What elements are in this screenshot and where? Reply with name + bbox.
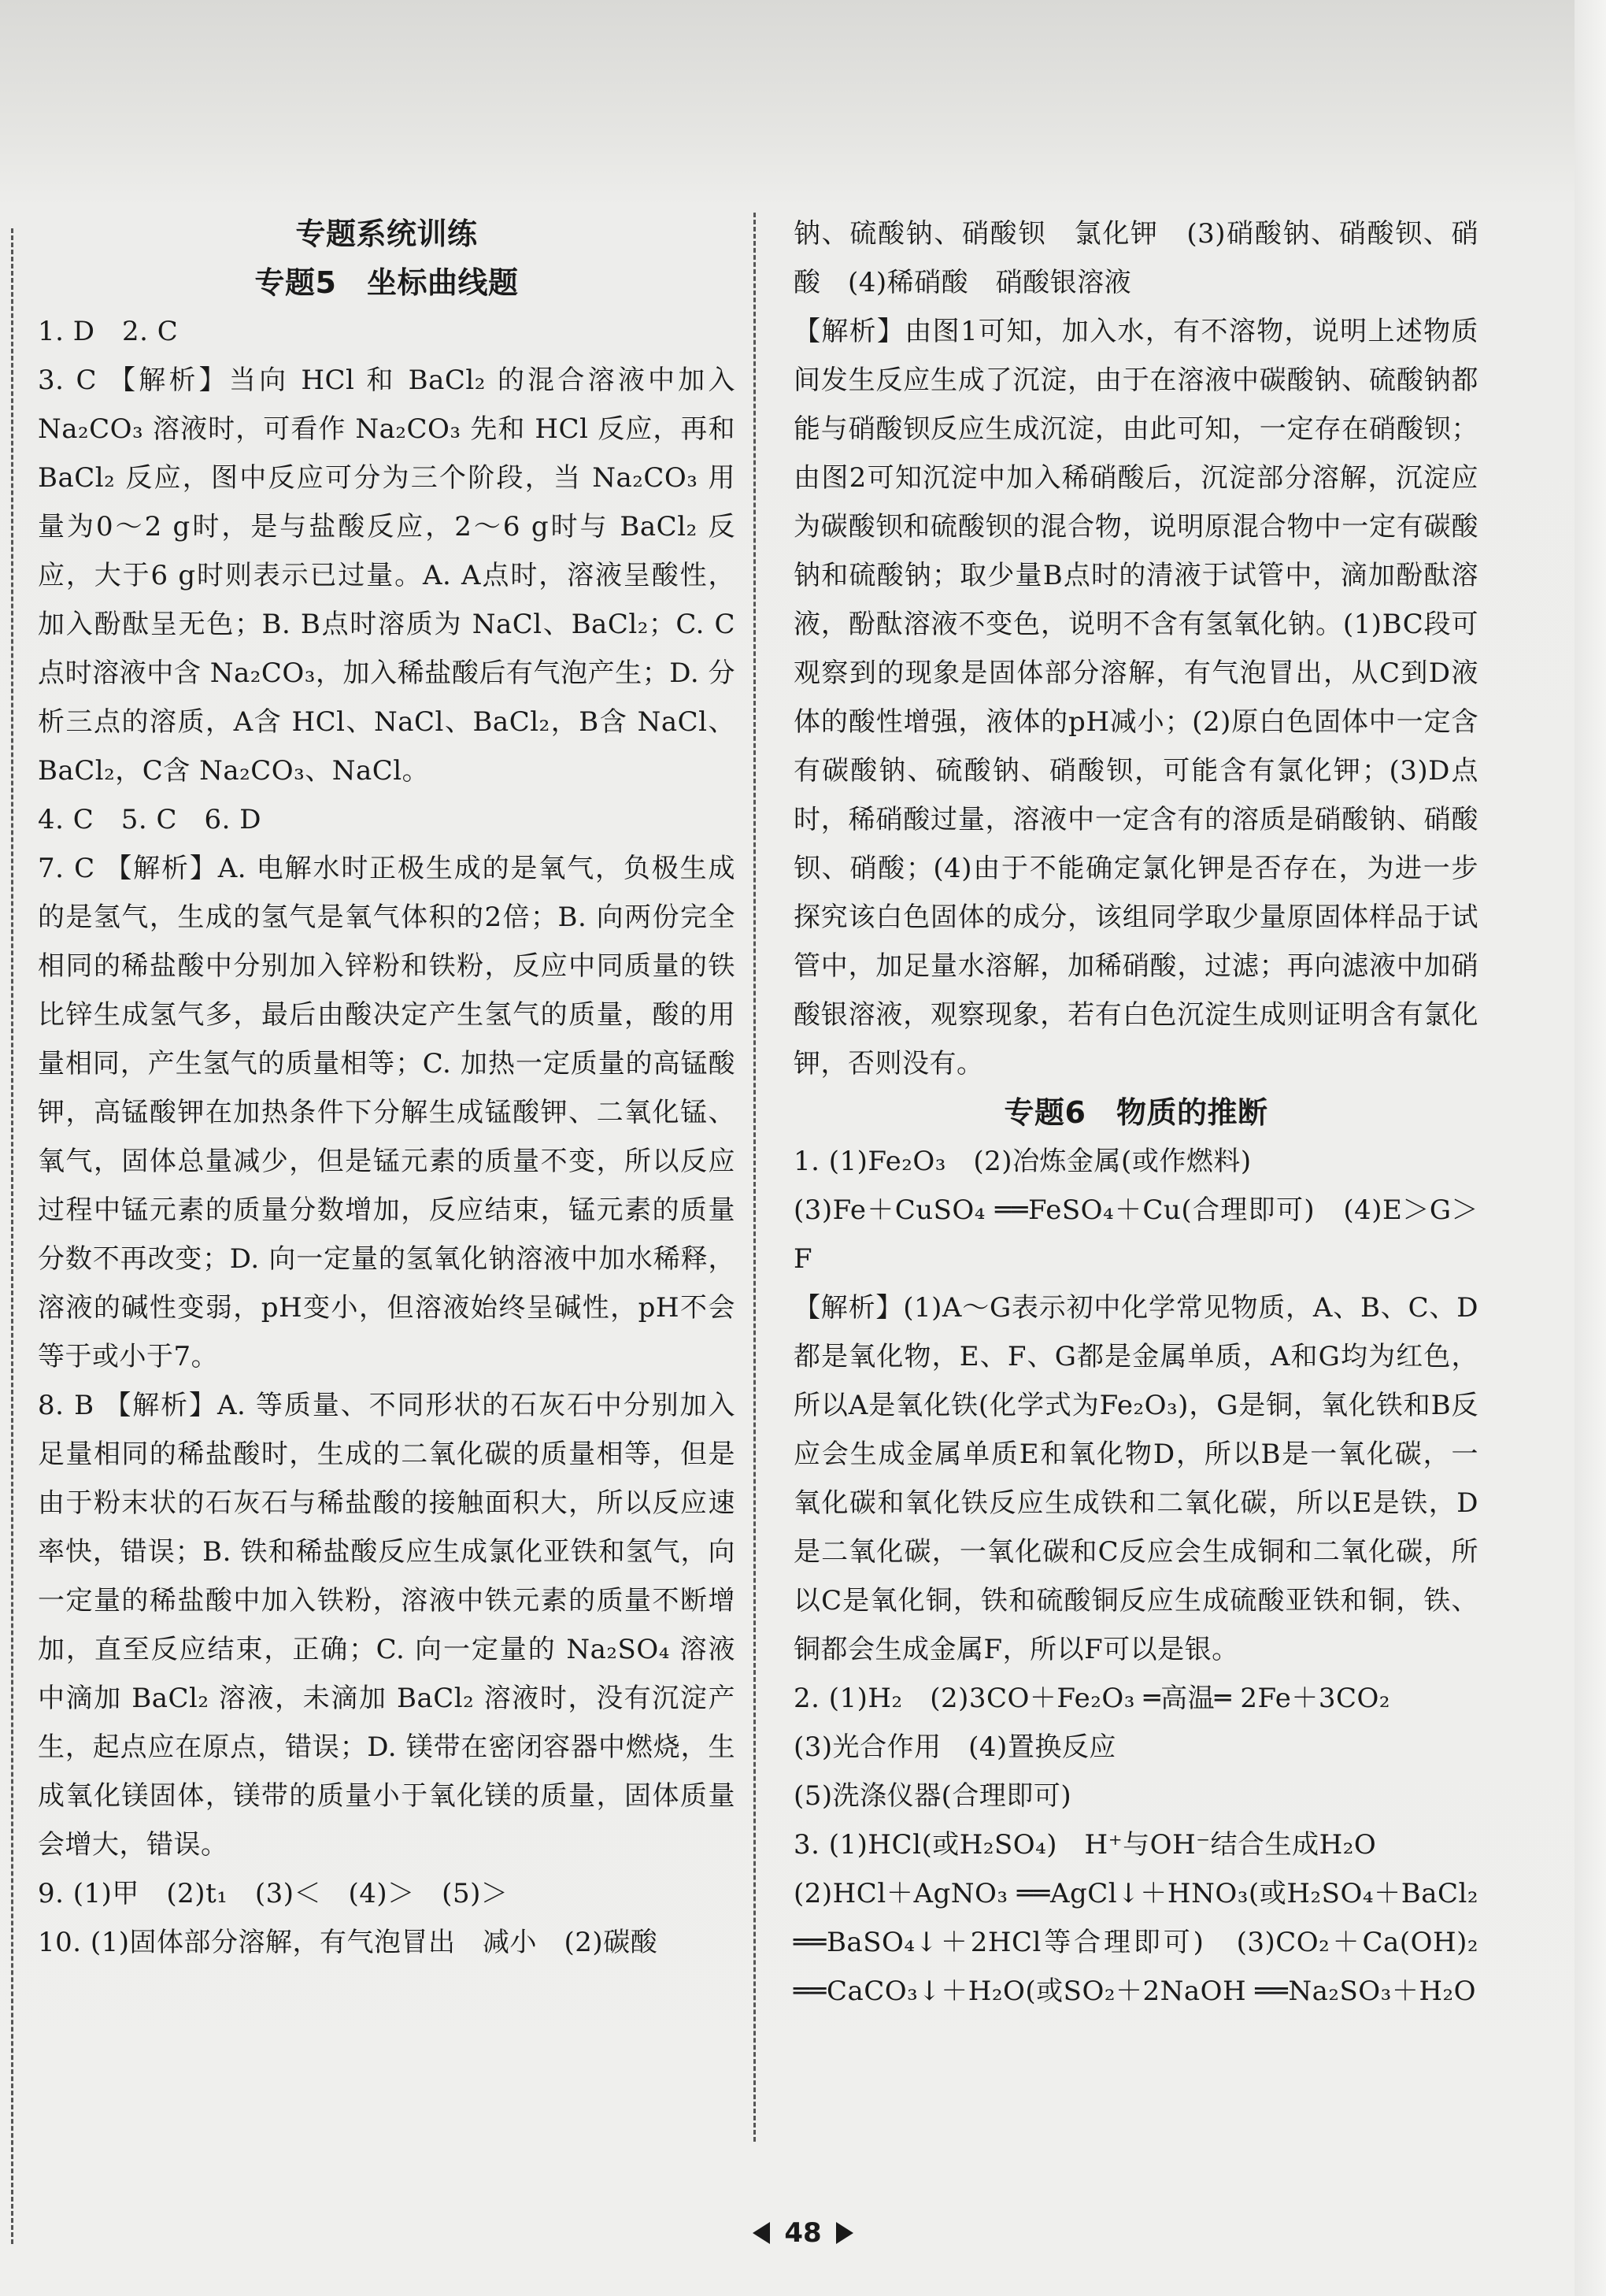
next-arrow-icon (836, 2222, 853, 2244)
section-title: 专题系统训练 (295, 217, 478, 251)
answer-line: (2)HCl＋AgNO₃ ══AgCl↓＋HNO₃(或H₂SO₄＋BaCl₂ ══BaSO₄↓＋2HCl等合理即可) (3)CO₂＋Ca(OH)₂ ══CaCO₃↓＋H₂O(或SO₂＋2NaOH ══Na₂SO₃＋H₂O (794, 1878, 1478, 2007)
answer-line: 9. (1)甲 (2)t₁ (3)＜ (4)＞ (5)＞ (38, 1878, 509, 1909)
answer-line: 8. B 【解析】A. 等质量、不同形状的石灰石中分别加入足量相同的稀盐酸时，生成的二氧化碳的质量相等，但是由于粉末状的石灰石与稀盐酸的接触面积大，所以反应速率快，错误；B. 铁和稀盐酸反应生成氯化亚铁和氢气，向一定量的稀盐酸中加入铁粉，溶液中铁元素的质量不断增加，直至反应结束，正确；C. 向一定量的 Na₂SO₄ 溶液中滴加 BaCl₂ 溶液，未滴加 BaCl₂ 溶液时，没有沉淀产生，起点应在原点，错误；D. 镁带在密闭容器中燃烧，生成氧化镁固体，镁带的质量小于氧化镁的质量，固体质量会增大，错误。 (38, 1390, 735, 1861)
answer-line: (3)光合作用 (4)置换反应 (794, 1731, 1116, 1763)
page-number: 48 (784, 2217, 822, 2249)
answer-line: 1. (1)Fe₂O₃ (2)冶炼金属(或作燃料) (794, 1146, 1252, 1177)
column-divider (753, 213, 756, 2142)
binding-dash-line (11, 228, 13, 2244)
answer-line: 10. (1)固体部分溶解，有气泡冒出 减小 (2)碳酸 (38, 1927, 658, 1958)
answer-line: 3. (1)HCl(或H₂SO₄) H⁺与OH⁻结合生成H₂O (794, 1829, 1377, 1861)
prev-arrow-icon (753, 2222, 770, 2244)
answer-line: 2. (1)H₂ (2)3CO＋Fe₂O₃ ═高温═ 2Fe＋3CO₂ (794, 1683, 1391, 1714)
answer-line: (3)Fe＋CuSO₄ ══FeSO₄＋Cu(合理即可) (4)E＞G＞F (794, 1194, 1478, 1275)
page-edge-shadow (1575, 0, 1606, 2296)
answer-line: 3. C 【解析】当向 HCl 和 BaCl₂ 的混合溶液中加入 Na₂CO₃ 溶液时，可看作 Na₂CO₃ 先和 HCl 反应，再和 BaCl₂ 反应，图中反应可分为三个阶段，当 Na₂CO₃ 用量为0～2 g时，是与盐酸反应，2～6 g时与 BaCl₂ 反应，大于6 g时则表示已过量。A. A点时，溶液呈酸性，加入酚酞呈无色；B. B点时溶质为 NaCl、BaCl₂；C. C点时溶液中含 Na₂CO₃，加入稀盐酸后有气泡产生；D. 分析三点的溶质，A含 HCl、NaCl、BaCl₂，B含 NaCl、BaCl₂，C含 Na₂CO₃、NaCl。 (38, 365, 735, 787)
left-column (38, 209, 735, 1967)
answer-line: 7. C 【解析】A. 电解水时正极生成的是氧气，负极生成的是氢气，生成的氢气是氧气体积的2倍；B. 向两份完全相同的稀盐酸中分别加入锌粉和铁粉，反应中同质量的铁比锌生成氢气多，最后由酸决定产生氢气的质量，酸的用量相同，产生氢气的质量相等；C. 加热一定质量的高锰酸钾，高锰酸钾在加热条件下分解生成锰酸钾、二氧化锰、氧气，固体总量减少，但是锰元素的质量不变，所以反应过程中锰元素的质量分数增加，反应结束，锰元素的质量分数不再改变；D. 向一定量的氢氧化钠溶液中加水稀释，溶液的碱性变弱，pH变小，但溶液始终呈碱性，pH不会等于或小于7。 (38, 853, 735, 1372)
right-column (794, 209, 1478, 2016)
page-number-bar (709, 2209, 897, 2257)
answer-line: (5)洗涤仪器(合理即可) (794, 1780, 1072, 1812)
answer-line: 【解析】由图1可知，加入水，有不溶物，说明上述物质间发生反应生成了沉淀，由于在溶液中碳酸钠、硫酸钠都能与硝酸钡反应生成沉淀，由此可知，一定存在硝酸钡；由图2可知沉淀中加入稀硝酸后，沉淀部分溶解，沉淀应为碳酸钡和硫酸钡的混合物，说明原混合物中一定有碳酸钠和硫酸钠；取少量B点时的清液于试管中，滴加酚酞溶液，酚酞溶液不变色，说明不含有氢氧化钠。(1)BC段可观察到的现象是固体部分溶解，有气泡冒出，从C到D液体的酸性增强，液体的pH减小；(2)原白色固体中一定含有碳酸钠、硫酸钠、硝酸钡，可能含有氯化钾；(3)D点时，稀硝酸过量，溶液中一定含有的溶质是硝酸钠、硝酸钡、硝酸；(4)由于不能确定氯化钾是否存在，为进一步探究该白色固体的成分，该组同学取少量原固体样品于试管中，加足量水溶解，加稀硝酸，过滤；再向滤液中加硝酸银溶液，观察现象，若有白色沉淀生成则证明含有氯化钾，否则没有。 (794, 316, 1478, 1079)
topic-title-6: 专题6 物质的推断 (1004, 1095, 1268, 1130)
answer-line: 钠、硫酸钠、硝酸钡 氯化钾 (3)硝酸钠、硝酸钡、硝酸 (4)稀硝酸 硝酸银溶液 (794, 218, 1478, 298)
answer-line: 1. D 2. C (38, 316, 179, 347)
topic-title-5: 专题5 坐标曲线题 (254, 265, 519, 300)
answer-line: 4. C 5. C 6. D (38, 804, 262, 835)
answer-line: 【解析】(1)A～G表示初中化学常见物质，A、B、C、D都是氧化物，E、F、G都是金属单质，A和G均为红色，所以A是氧化铁(化学式为Fe₂O₃)，G是铜，氧化铁和B反应会生成金属单质E和氧化物D，所以B是一氧化碳，一氧化碳和氧化铁反应生成铁和二氧化碳，所以E是铁，D是二氧化碳，一氧化碳和C反应会生成铜和二氧化碳，所以C是氧化铜，铁和硫酸铜反应生成硫酸亚铁和铜，铁、铜都会生成金属F，所以F可以是银。 (794, 1292, 1478, 1665)
